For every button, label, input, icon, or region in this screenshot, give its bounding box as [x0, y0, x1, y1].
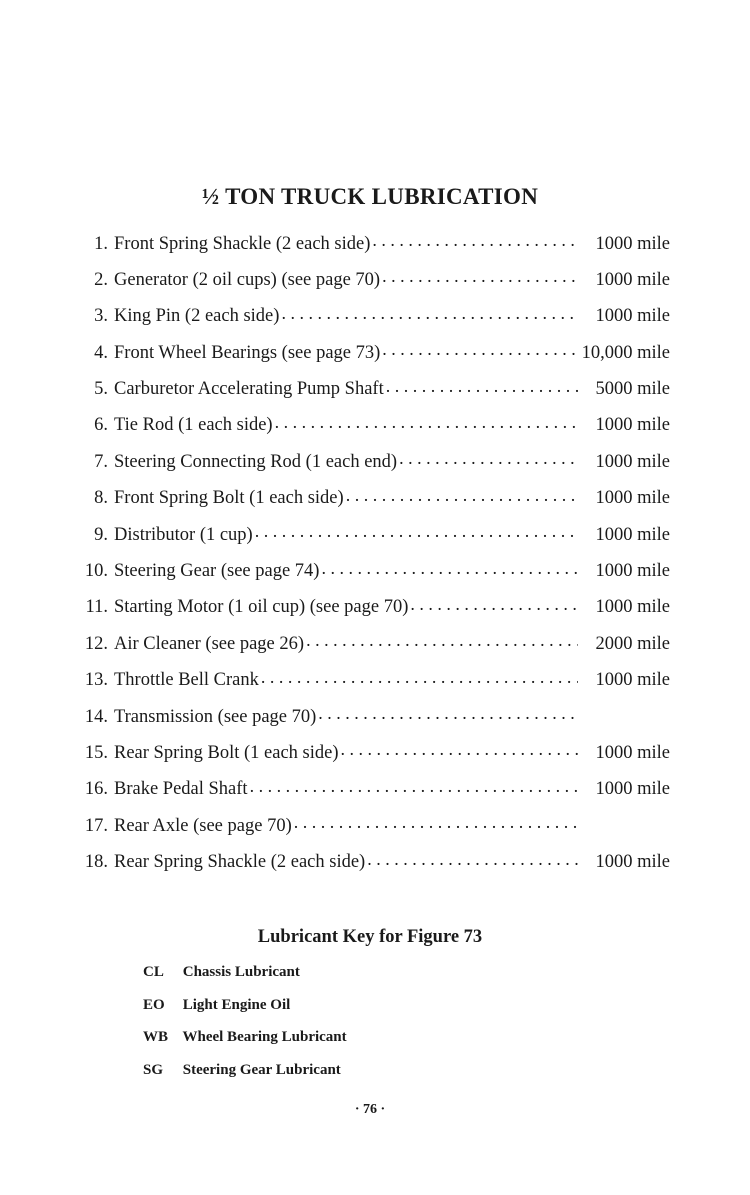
- lubrication-list: [70, 230, 670, 885]
- list-item: [70, 667, 670, 703]
- dot-leader: [382, 339, 578, 358]
- dot-leader: [386, 376, 578, 395]
- list-item: [70, 703, 670, 739]
- lubricant-key-list: [143, 964, 347, 1094]
- item-number: 10.: [84, 561, 108, 582]
- item-label: Distributor (1 cup): [114, 524, 253, 545]
- dot-leader: [346, 485, 578, 504]
- item-number: 12.: [84, 633, 108, 654]
- item-number: 13.: [84, 670, 108, 691]
- item-label: Front Wheel Bearings (see page 73): [114, 342, 381, 363]
- item-interval: 1000 mile: [595, 415, 670, 436]
- key-code: WB: [143, 1029, 169, 1045]
- item-label: Steering Connecting Rod (1 each end): [114, 451, 398, 472]
- item-interval: 1000 mile: [595, 524, 670, 545]
- dot-leader: [399, 448, 578, 467]
- dot-leader: [318, 703, 578, 722]
- dot-leader: [321, 558, 578, 577]
- item-number: 3.: [94, 306, 108, 327]
- list-item: [70, 594, 670, 630]
- key-code: SG: [143, 1061, 164, 1078]
- item-interval: 5000 mile: [595, 379, 670, 400]
- item-interval: 10,000 mile: [581, 342, 670, 363]
- list-item: [70, 521, 670, 557]
- item-interval: 1000 mile: [595, 779, 670, 800]
- dot-leader: [294, 812, 578, 831]
- key-entry: [143, 997, 347, 1030]
- item-label: Generator (2 oil cups) (see page 70): [114, 269, 381, 290]
- list-item: [70, 812, 670, 848]
- key-code: EO: [143, 996, 165, 1013]
- list-item: [70, 376, 670, 412]
- list-item: [70, 558, 670, 594]
- dot-leader: [255, 521, 578, 540]
- item-number: 4.: [94, 342, 108, 363]
- list-item: [70, 266, 670, 302]
- item-interval: 1000 mile: [595, 488, 670, 509]
- item-interval: 1000 mile: [595, 451, 670, 472]
- dot-leader: [341, 739, 578, 758]
- item-label: Rear Axle (see page 70): [114, 815, 292, 836]
- item-interval: 1000 mile: [595, 852, 670, 873]
- key-description: Chassis Lubricant: [182, 964, 300, 980]
- item-label: Throttle Bell Crank: [114, 670, 259, 691]
- key-entry: [143, 1029, 347, 1062]
- dot-leader: [261, 667, 578, 686]
- item-number: 11.: [85, 597, 108, 618]
- page-number: · 76 ·: [354, 1102, 386, 1117]
- list-item: [70, 412, 670, 448]
- item-number: 18.: [84, 852, 108, 873]
- item-number: 7.: [94, 451, 108, 472]
- dot-leader: [410, 594, 578, 613]
- item-label: Tie Rod (1 each side): [114, 415, 273, 436]
- item-label: King Pin (2 each side): [114, 306, 280, 327]
- item-interval: 1000 mile: [595, 670, 670, 691]
- list-item: [70, 230, 670, 266]
- key-description: Wheel Bearing Lubricant: [182, 1029, 347, 1045]
- item-number: 16.: [84, 779, 108, 800]
- dot-leader: [382, 266, 578, 285]
- item-interval: 1000 mile: [595, 561, 670, 582]
- key-entry: [143, 1062, 347, 1095]
- item-label: Rear Spring Bolt (1 each side): [114, 742, 339, 763]
- key-description: Steering Gear Lubricant: [182, 1061, 341, 1078]
- key-code: CL: [143, 964, 164, 980]
- dot-leader: [275, 412, 578, 431]
- item-interval: 1000 mile: [595, 269, 670, 290]
- item-label: Air Cleaner (see page 26): [114, 633, 305, 654]
- list-item: [70, 630, 670, 666]
- item-number: 15.: [84, 742, 108, 763]
- list-item: [70, 776, 670, 812]
- list-item: [70, 339, 670, 375]
- key-description: Light Engine Oil: [182, 996, 291, 1013]
- item-label: Steering Gear (see page 74): [114, 561, 320, 582]
- item-label: Transmission (see page 70): [114, 706, 317, 727]
- dot-leader: [306, 630, 578, 649]
- item-label: Carburetor Accelerating Pump Shaft: [114, 379, 384, 400]
- item-interval: 1000 mile: [595, 306, 670, 327]
- dot-leader: [250, 776, 578, 795]
- item-label: Front Spring Bolt (1 each side): [114, 488, 344, 509]
- item-label: Front Spring Shackle (2 each side): [114, 233, 371, 254]
- item-number: 6.: [94, 415, 108, 436]
- item-label: Brake Pedal Shaft: [114, 779, 248, 800]
- list-item: [70, 485, 670, 521]
- item-interval: 1000 mile: [595, 233, 670, 254]
- item-interval: 2000 mile: [595, 633, 670, 654]
- item-interval: 1000 mile: [595, 742, 670, 763]
- item-label: Rear Spring Shackle (2 each side): [114, 852, 366, 873]
- key-entry: [143, 964, 347, 997]
- list-item: [70, 849, 670, 885]
- item-number: 9.: [94, 524, 108, 545]
- item-number: 17.: [84, 815, 108, 836]
- item-number: 1.: [94, 233, 108, 254]
- list-item: [70, 303, 670, 339]
- page-title: ½ TON TRUCK LUBRICATION: [201, 184, 539, 209]
- list-item: [70, 448, 670, 484]
- item-number: 14.: [84, 706, 108, 727]
- dot-leader: [367, 849, 578, 868]
- item-number: 8.: [94, 488, 108, 509]
- item-interval: 1000 mile: [595, 597, 670, 618]
- dot-leader: [372, 230, 578, 249]
- item-label: Starting Motor (1 oil cup) (see page 70): [114, 597, 409, 618]
- item-number: 2.: [94, 269, 108, 290]
- dot-leader: [281, 303, 578, 322]
- list-item: [70, 739, 670, 775]
- lubricant-key-title: Lubricant Key for Figure 73: [257, 927, 483, 947]
- item-number: 5.: [94, 379, 108, 400]
